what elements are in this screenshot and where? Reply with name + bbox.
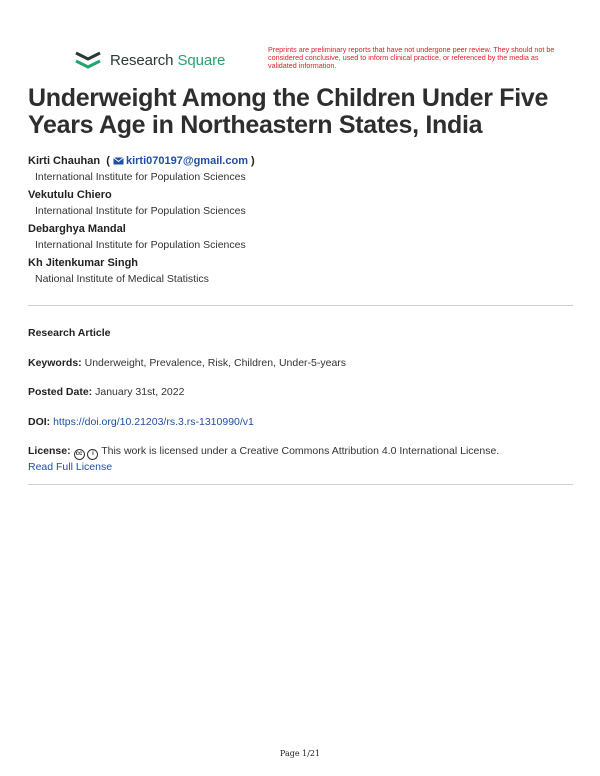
- keywords-row: [28, 356, 573, 371]
- keywords-value: Underweight, Prevalence, Risk, Children, Under-5-years: [84, 357, 347, 369]
- license-text: This work is licensed under a Creative Commons Attribution 4.0 International License.: [101, 445, 500, 457]
- keywords-label: Keywords:: [28, 357, 82, 369]
- author-item: [28, 255, 573, 287]
- mail-icon: [113, 157, 124, 165]
- attribution-icon: i: [87, 449, 98, 460]
- page-title: Underweight Among the Children Under Five Years Age in Northeastern States, India: [28, 84, 549, 139]
- creative-commons-icon: cc: [74, 449, 85, 460]
- author-affiliation: International Institute for Population Sciences: [35, 205, 246, 217]
- article-type: Research Article: [28, 327, 111, 339]
- author-name: Vekutulu Chiero: [28, 189, 112, 201]
- doi-row: [28, 415, 573, 430]
- logo-word-square: Square: [177, 51, 226, 69]
- posted-date-value: January 31st, 2022: [95, 386, 185, 398]
- author-name: Kh Jitenkumar Singh: [28, 257, 139, 269]
- author-name: Debarghya Mandal: [28, 223, 126, 235]
- doi-label: DOI:: [28, 416, 51, 428]
- doi-link[interactable]: https://doi.org/10.21203/rs.3.rs-1310990/v1: [53, 416, 254, 428]
- author-item: Kirti Chauhan ( kirti070197@gmail.com ) International Institute for Population Sciences: [28, 153, 573, 185]
- preprint-notice: Preprints are preliminary reports that have not undergone peer review. They should not be considered conclusive, used to inform clinical practice, or referenced by the media as validated information.: [268, 45, 555, 70]
- page-number: Page 1/21: [279, 749, 321, 758]
- research-square-logo-icon: [74, 49, 102, 71]
- divider-bottom: [28, 484, 573, 485]
- research-square-logo[interactable]: [74, 49, 225, 71]
- author-name: Kirti Chauhan: [28, 155, 101, 167]
- posted-date-label: Posted Date:: [28, 386, 93, 398]
- author-affiliation: International Institute for Population Sciences: [35, 239, 246, 251]
- read-full-license-link[interactable]: Read Full License: [28, 461, 113, 473]
- author-affiliation: International Institute for Population Sciences: [35, 171, 246, 183]
- author-affiliation: National Institute of Medical Statistics: [35, 273, 209, 285]
- author-list: [28, 153, 573, 289]
- posted-date-row: [28, 385, 573, 400]
- divider-top: [28, 305, 573, 306]
- author-email-link[interactable]: kirti070197@gmail.com: [125, 155, 248, 167]
- author-item: [28, 187, 573, 219]
- license-label: License:: [28, 445, 71, 457]
- logo-text: [110, 52, 225, 69]
- license-row: [28, 444, 573, 475]
- author-item: [28, 221, 573, 253]
- logo-word-research: Research: [110, 51, 174, 69]
